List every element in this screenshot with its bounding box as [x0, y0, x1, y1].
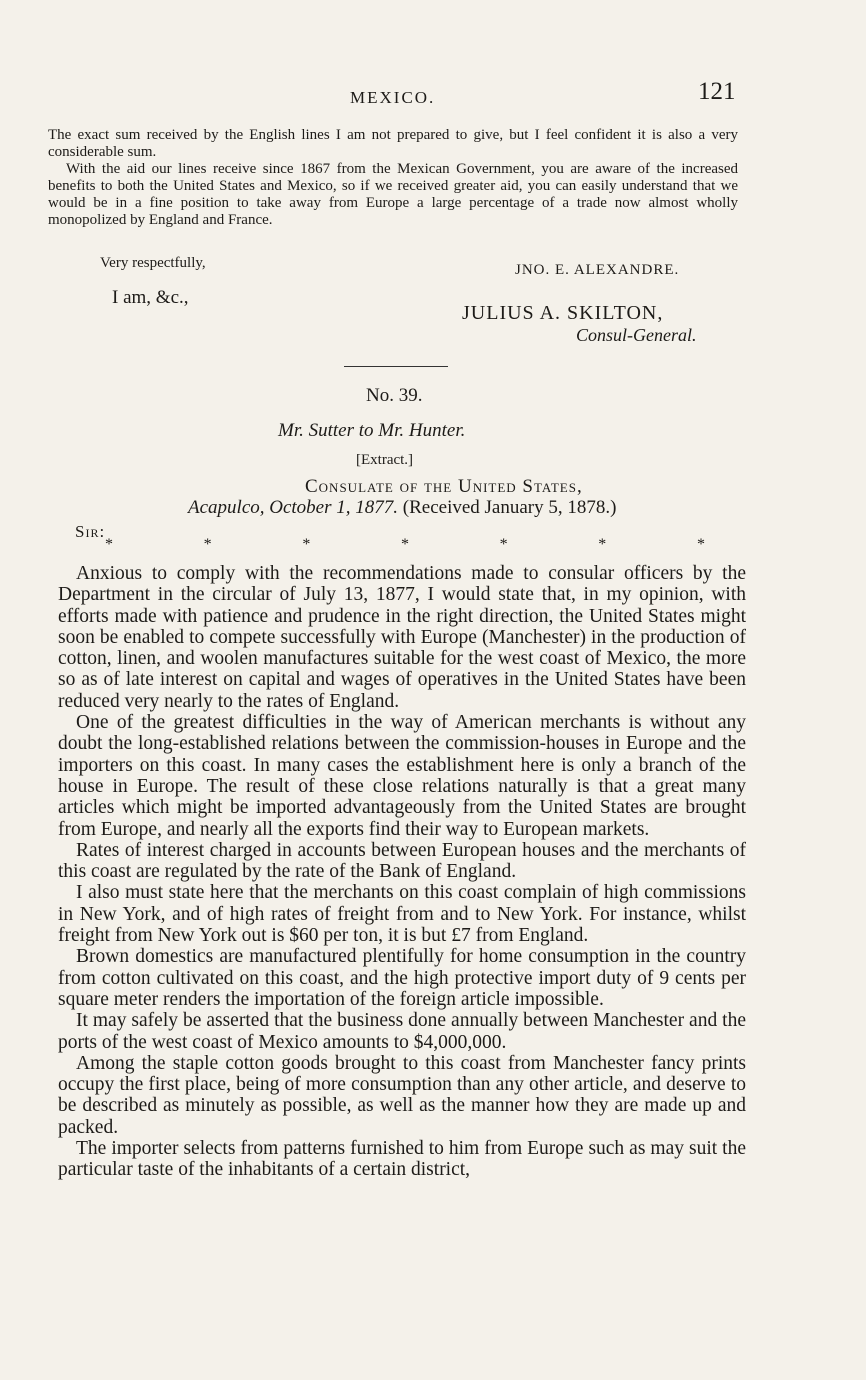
document-number: No. 39. — [366, 385, 423, 406]
body-paragraph: Brown domestics are manufactured plentifully for home consumption in the country from cotton cultivated on this coast, and the high protective import duty of 9 cents per square meter renders the importation of the foreign article impossible. — [58, 946, 746, 1010]
consulate-line: Consulate of the United States, — [305, 476, 583, 497]
letter-body — [48, 127, 738, 229]
letter-closing: Very respectfully, — [100, 255, 206, 271]
page-number: 121 — [698, 78, 736, 105]
body-paragraph: Anxious to comply with the recommendations made to consular officers by the Department in the circular of July 13, 1877, I would state that, in my opinion, with efforts made with patience and prudence in the right direction, the United States might soon be enabled to compete successfully with Europe (Manchester) in the production of cotton, linen, and woolen manufactures suitable for the west coast of Mexico, the more so as of late interest on capital and wages of operatives in the United States have been reduced very nearly to the rates of England. — [58, 563, 746, 712]
asterisk: * — [499, 536, 508, 553]
omission-asterisks — [105, 536, 705, 554]
body-paragraph: It may safely be asserted that the business done annually between Manchester and the ports of the west coast of Mexico amounts to $4,000,000. — [58, 1010, 746, 1053]
body-paragraph: I also must state here that the merchants on this coast complain of high commissions in New York, and of high rates of freight from and to New York. For instance, whilst freight from New York out is $60 per ton, it is but £7 from England. — [58, 882, 746, 947]
body-paragraph: One of the greatest difficulties in the way of American merchants is without any doubt the long-established relations between the commission-houses in Europe and the importers on this coast. In many cases the establishment here is only a branch of the house in Europe. The result of these close relations naturally is that a great many articles which might be imported advantageously from the United States are brought from Europe, and nearly all the exports find their way to European markets. — [58, 712, 746, 840]
document-heading: Mr. Sutter to Mr. Hunter. — [278, 420, 466, 441]
running-header-title: MEXICO. — [350, 88, 436, 107]
document-extract-label: [Extract.] — [356, 452, 414, 468]
enclosure-signer-title: Consul-General. — [576, 325, 697, 345]
place-date: Acapulco, October 1, 1877. — [188, 497, 399, 518]
letter-paragraph: The exact sum received by the English lines I am not prepared to give, but I feel confident it is also a very considerable sum. — [48, 127, 738, 160]
letter-paragraph: With the aid our lines receive since 1867 from the Mexican Government, you are aware of the increased benefits to both the United States and Mexico, so if we received greater aid, you can easily understand that we would be in a fine position to take away from Europe a large percentage of a trade now almost wholly monopolized by England and France. — [48, 161, 738, 228]
salutation: Sir: — [75, 522, 106, 541]
document-body — [58, 563, 746, 1181]
asterisk: * — [400, 536, 409, 553]
enclosure-signer: JULIUS A. SKILTON, — [462, 302, 664, 324]
asterisk: * — [105, 536, 113, 553]
letter-signer: JNO. E. ALEXANDRE. — [515, 262, 680, 278]
received-date: (Received January 5, 1878.) — [402, 497, 617, 518]
body-paragraph: Rates of interest charged in accounts between European houses and the merchants of this coast are regulated by the rate of the Bank of England. — [58, 839, 746, 883]
asterisk: * — [696, 536, 705, 553]
section-divider — [344, 366, 448, 367]
dateline — [188, 497, 616, 519]
body-paragraph: Among the staple cotton goods brought to this coast from Manchester fancy prints occupy the first place, being of more consumption than any other article, and deserve to be described as minutely as possible, as well as the manner how they are made up and packed. — [58, 1052, 746, 1138]
body-paragraph: The importer selects from patterns furnished to him from Europe such as may suit the particular taste of the inhabitants of a certain district, — [58, 1138, 746, 1181]
enclosure-intro: I am, &c., — [112, 287, 189, 308]
asterisk: * — [203, 536, 212, 553]
asterisk: * — [598, 536, 607, 553]
asterisk: * — [302, 536, 311, 553]
